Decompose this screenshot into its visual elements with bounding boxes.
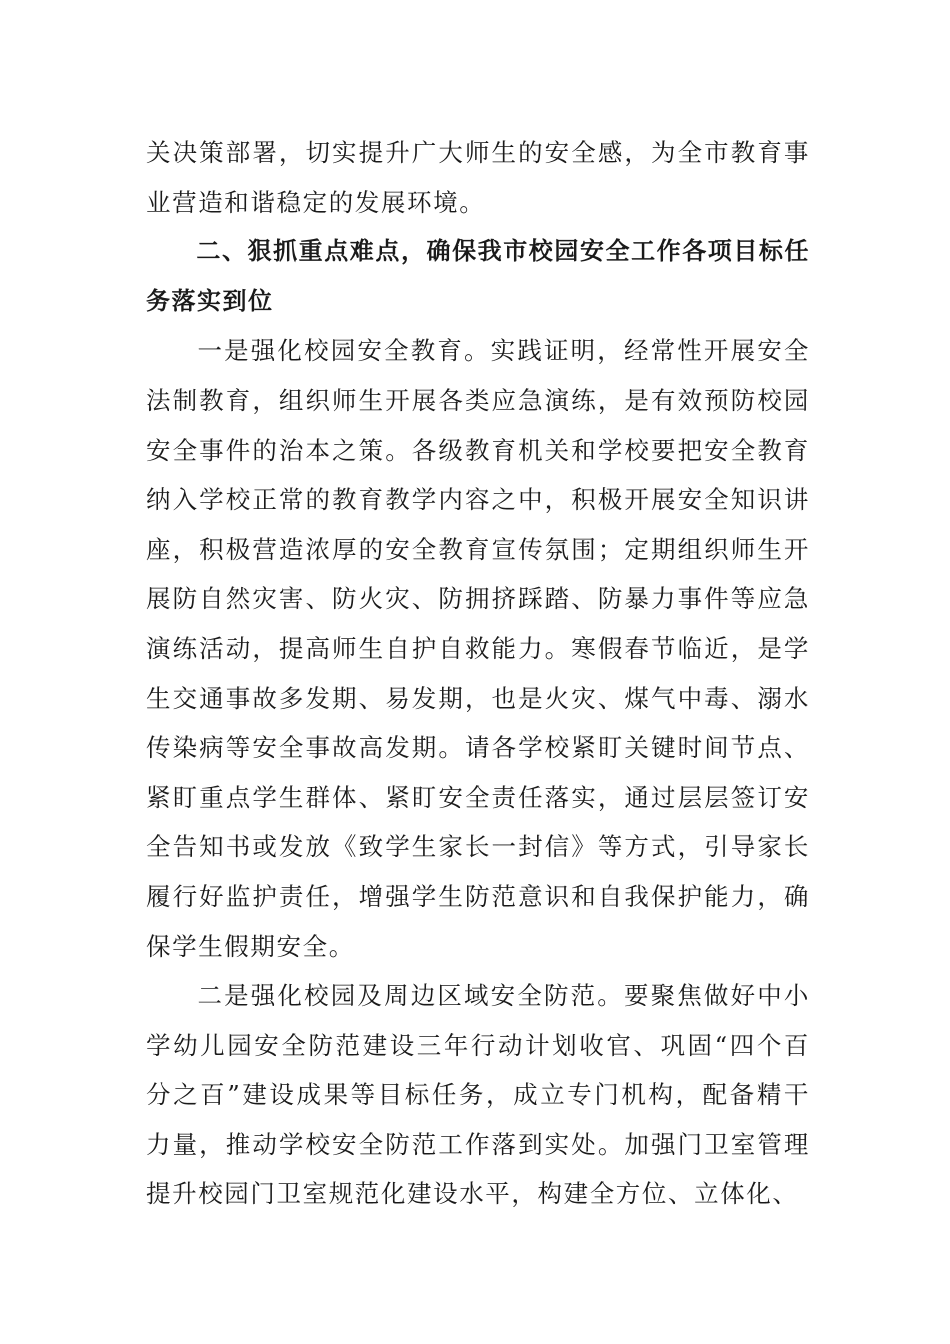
paragraph-intro-continuation: 关决策部署，切实提升广大师生的安全感，为全市教育事业营造和谐稳定的发展环境。 — [146, 138, 810, 217]
document-body — [146, 128, 810, 1219]
paragraph-point-one: 一是强化校园安全教育。实践证明，经常性开展安全法制教育，组织师生开展各类应急演练，是有效预防校园安全事件的治本之策。各级教育机关和学校要把安全教育纳入学校正常的教育教学内容之中，积极开展安全知识讲座，积极营造浓厚的安全教育宣传氛围；定期组织师生开展防自然灾害、防火灾、防拥挤踩踏、防暴力事件等应急演练活动，提高师生自护自救能力。寒假春节临近，是学生交通事故多发期、易发期，也是火灾、煤气中毒、溺水传染病等安全事故高发期。请各学校紧盯关键时间节点、紧盯重点学生群体、紧盯安全责任落实，通过层层签订安全告知书或发放《致学生家长一封信》等方式，引导家长履行好监护责任，增强学生防范意识和自我保护能力，确保学生假期安全。 — [146, 336, 810, 961]
paragraph-point-two: 二是强化校园及周边区域安全防范。要聚焦做好中小学幼儿园安全防范建设三年行动计划收官、巩固“四个百分之百”建设成果等目标任务，成立专门机构，配备精干力量，推动学校安全防范工作落到实处。加强门卫室管理提升校园门卫室规范化建设水平，构建全方位、立体化、 — [146, 981, 810, 1209]
section-heading: 二、狠抓重点难点，确保我市校园安全工作各项目标任务落实到位 — [146, 237, 810, 315]
